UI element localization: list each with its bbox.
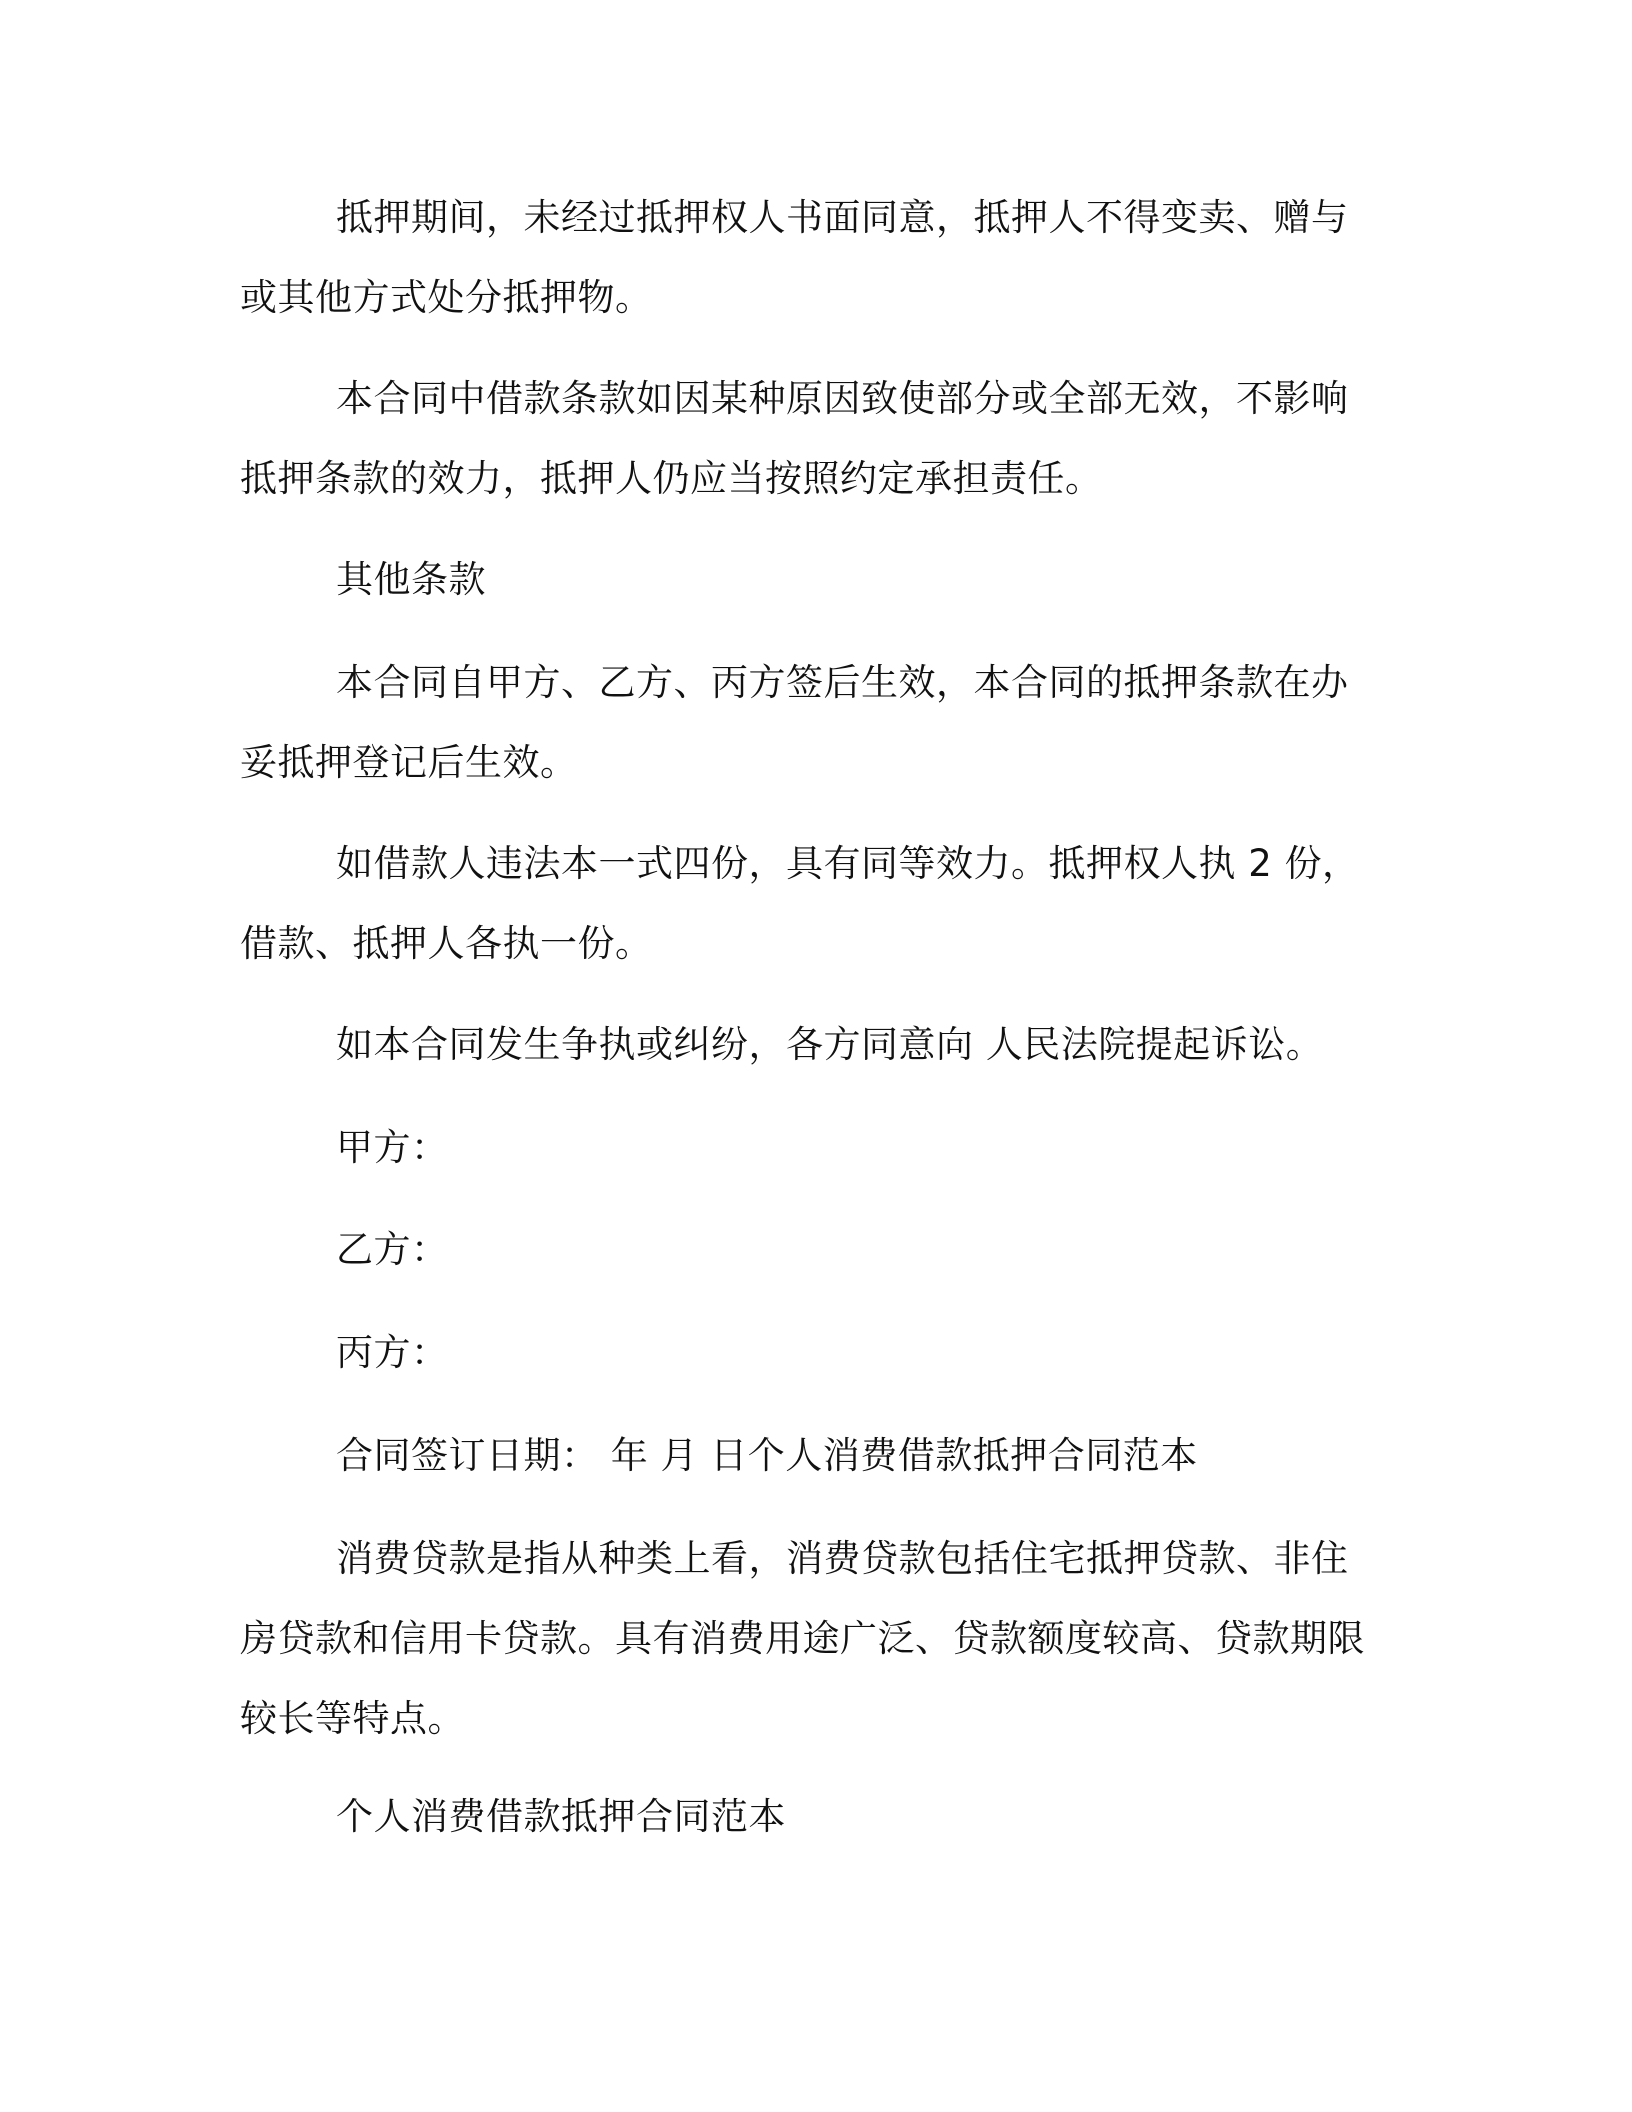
paragraph-mortgage-restriction: 抵押期间，未经过抵押权人书面同意，抵押人不得变卖、赠与或其他方式处分抵押物。 [240, 196, 1349, 319]
section-heading-other-terms: 其他条款 [336, 558, 486, 601]
signature-party-b: 乙方： [336, 1228, 449, 1271]
document-title-line: 个人消费借款抵押合同范本 [336, 1795, 786, 1838]
signature-party-a: 甲方： [336, 1126, 449, 1169]
paragraph-dispute-resolution: 如本合同发生争执或纠纷，各方同意向 人民法院提起诉讼。 [336, 1023, 1324, 1066]
paragraph-effective-date: 本合同自甲方、乙方、丙方签后生效，本合同的抵押条款在办妥抵押登记后生效。 [240, 661, 1349, 784]
signature-party-c: 丙方： [336, 1331, 449, 1374]
paragraph-copies: 如借款人违法本一式四份，具有同等效力。抵押权人执 2 份，借款、抵押人各执一份。 [240, 842, 1360, 965]
signing-date-line: 合同签订日期： 年 月 日个人消费借款抵押合同范本 [336, 1434, 1198, 1477]
paragraph-clause-validity: 本合同中借款条款如因某种原因致使部分或全部无效，不影响抵押条款的效力，抵押人仍应当按照约定承担责任。 [240, 377, 1349, 500]
paragraph-consumer-loan-description: 消费贷款是指从种类上看，消费贷款包括住宅抵押贷款、非住房贷款和信用卡贷款。具有消费用途广泛、贷款额度较高、贷款期限较长等特点。 [240, 1537, 1365, 1740]
